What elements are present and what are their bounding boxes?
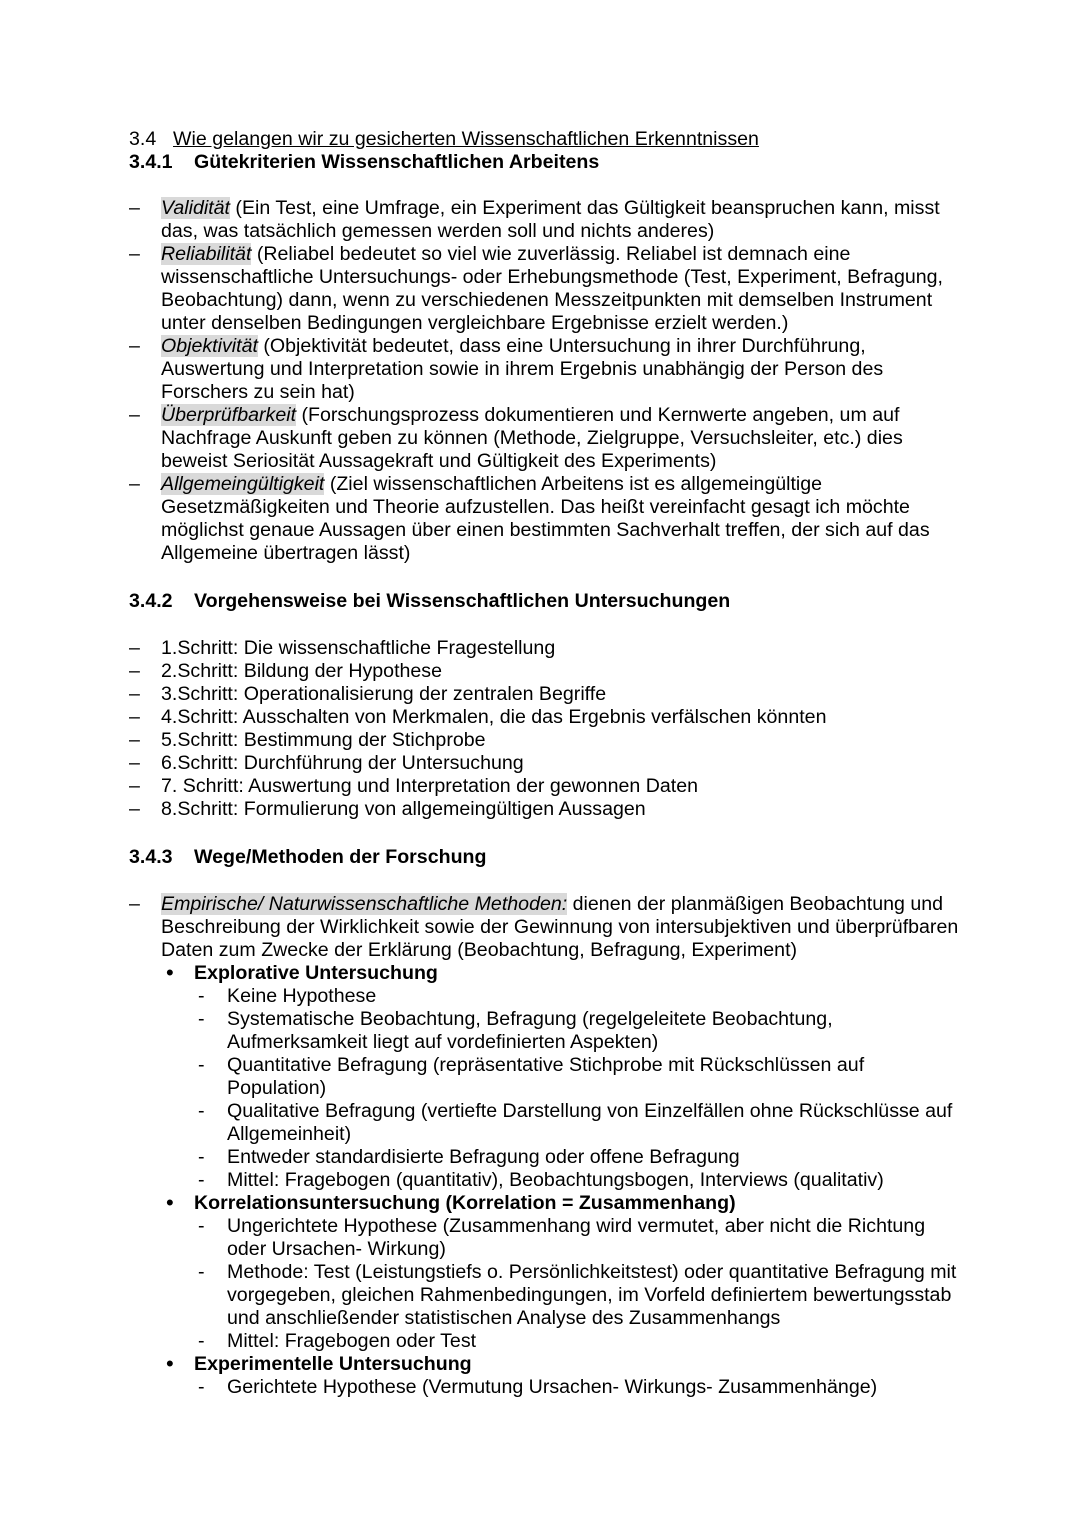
list-item: - Methode: Test (Leistungstiefs o. Persönlichkeitstest) oder quantitative Befragung mit vorgegeben, gleichen Rahmenbedingungen, im Vorfeld definiertem bewertungsstab und anschließender statistischen Analyse des Zusammenhangs (194, 1261, 959, 1330)
term-description: (Objektivität bedeutet, dass eine Untersuchung in ihrer Durchführung, Auswertung und Interpretation sowie in ihrem Ergebnis unabhängig der Person des Forschers zu sein hat) (161, 335, 884, 403)
method-points-list (194, 1215, 959, 1353)
method-points-list (194, 1376, 959, 1399)
list-item: - Systematische Beobachtung, Befragung (regelgeleitete Beobachtung, Aufmerksamkeit liegt auf vordefinierten Aspekten) (194, 1008, 959, 1054)
subsection-number: 3.4.2 (129, 590, 173, 612)
list-item (129, 197, 959, 243)
term-highlight: Überprüfbarkeit (161, 404, 297, 426)
list-item: - Entweder standardisierte Befragung oder offene Befragung (194, 1146, 959, 1169)
list-item: - Keine Hypothese (194, 985, 959, 1008)
method-group (162, 1353, 959, 1399)
term-description: (Ein Test, eine Umfrage, ein Experiment das Gültigkeit beanspruchen kann, misst das, was tatsächlich gemessen werden soll und nichts anderes) (161, 197, 940, 242)
subsection-title: Wege/Methoden der Forschung (194, 846, 487, 868)
subsection-title: Gütekriterien Wissenschaftlichen Arbeitens (194, 151, 600, 173)
list-item (129, 243, 959, 335)
term-highlight: Validität (161, 197, 230, 219)
method-group (162, 1192, 959, 1353)
subsection-heading-1 (129, 151, 959, 174)
subsection-title: Vorgehensweise bei Wissenschaftlichen Untersuchungen (194, 590, 731, 612)
term-highlight: Reliabilität (161, 243, 252, 265)
subsection-number: 3.4.1 (129, 151, 173, 173)
list-item: – 5.Schritt: Bestimmung der Stichprobe (129, 729, 959, 752)
list-item: - Mittel: Fragebogen oder Test (194, 1330, 959, 1353)
method-group-title: • Korrelationsuntersuchung (Korrelation = Zusammenhang) (194, 1192, 736, 1214)
subsection-number: 3.4.3 (129, 846, 173, 868)
term-description: dienen der planmäßigen Beobachtung und Beschreibung der Wirklichkeit sowie der Gewinnung von intersubjektiven und überprüfbaren Daten zum Zwecke der Erklärung (Beobachtung, Befragung, Experiment) (161, 893, 959, 961)
procedure-steps-list (129, 637, 959, 821)
section-number: 3.4 (129, 128, 157, 150)
list-item: - Qualitative Befragung (vertiefte Darstellung von Einzelfällen ohne Rückschlüsse auf Allgemeinheit) (194, 1100, 959, 1146)
list-item: – 1.Schritt: Die wissenschaftliche Fragestellung (129, 637, 959, 660)
term-description: (Reliabel bedeutet so viel wie zuverlässig. Reliabel ist demnach eine wissenschaftliche Untersuchungs- oder Erhebungsmethode (Test, Experiment, Befragung, Beobachtung) dann, wenn zu verschiedenen Messzeitpunkten mit demselben Instrument unter denselben Bedingungen vergleichbare Ergebnisse erzielt werden.) (161, 243, 943, 334)
subsection-heading-2 (129, 590, 959, 613)
list-item (129, 473, 959, 565)
list-item (129, 335, 959, 404)
list-item: – 7. Schritt: Auswertung und Interpretation der gewonnen Daten (129, 775, 959, 798)
list-item: – 2.Schritt: Bildung der Hypothese (129, 660, 959, 683)
list-item (129, 404, 959, 473)
term-highlight: Objektivität (161, 335, 258, 357)
method-group-title: • Experimentelle Untersuchung (194, 1353, 472, 1375)
term-highlight: Allgemeingültigkeit (161, 473, 325, 495)
list-item: – 8.Schritt: Formulierung von allgemeingültigen Aussagen (129, 798, 959, 821)
method-groups-list (129, 962, 959, 1399)
term-description: (Ziel wissenschaftlichen Arbeitens ist es allgemeingültige Gesetzmäßigkeiten und Theorie aufzustellen. Das heißt vereinfacht gesagt ich möchte möglichst genaue Aussagen über einen bestimmten Sachverhalt treffen, der sich auf das Allgemeine übertragen lässt) (161, 473, 930, 564)
method-points-list (194, 985, 959, 1192)
subsection-heading-3 (129, 846, 959, 869)
list-item: - Ungerichtete Hypothese (Zusammenhang wird vermutet, aber nicht die Richtung oder Ursachen- Wirkung) (194, 1215, 959, 1261)
list-item: – 4.Schritt: Ausschalten von Merkmalen, die das Ergebnis verfälschen könnten (129, 706, 959, 729)
method-group-title: • Explorative Untersuchung (194, 962, 438, 984)
list-item: – 3.Schritt: Operationalisierung der zentralen Begriffe (129, 683, 959, 706)
section-title: Wie gelangen wir zu gesicherten Wissenschaftlichen Erkenntnissen (173, 128, 759, 150)
methods-list (129, 893, 959, 962)
method-group (162, 962, 959, 1192)
list-item: - Mittel: Fragebogen (quantitativ), Beobachtungsbogen, Interviews (qualitativ) (194, 1169, 959, 1192)
list-item: - Gerichtete Hypothese (Vermutung Ursachen- Wirkungs- Zusammenhänge) (194, 1376, 959, 1399)
document-content (129, 128, 959, 1399)
list-item: - Quantitative Befragung (repräsentative Stichprobe mit Rückschlüssen auf Population) (194, 1054, 959, 1100)
term-highlight: Empirische/ Naturwissenschaftliche Methoden: (161, 893, 568, 915)
term-description: (Forschungsprozess dokumentieren und Kernwerte angeben, um auf Nachfrage Auskunft geben zu können (Methode, Zielgruppe, Versuchsleiter, etc.) dies beweist Seriosität Aussagekraft und Gültigkeit des Experiments) (161, 404, 903, 472)
list-item (129, 893, 959, 962)
section-heading (129, 128, 959, 151)
quality-criteria-list (129, 197, 959, 565)
list-item: – 6.Schritt: Durchführung der Untersuchung (129, 752, 959, 775)
